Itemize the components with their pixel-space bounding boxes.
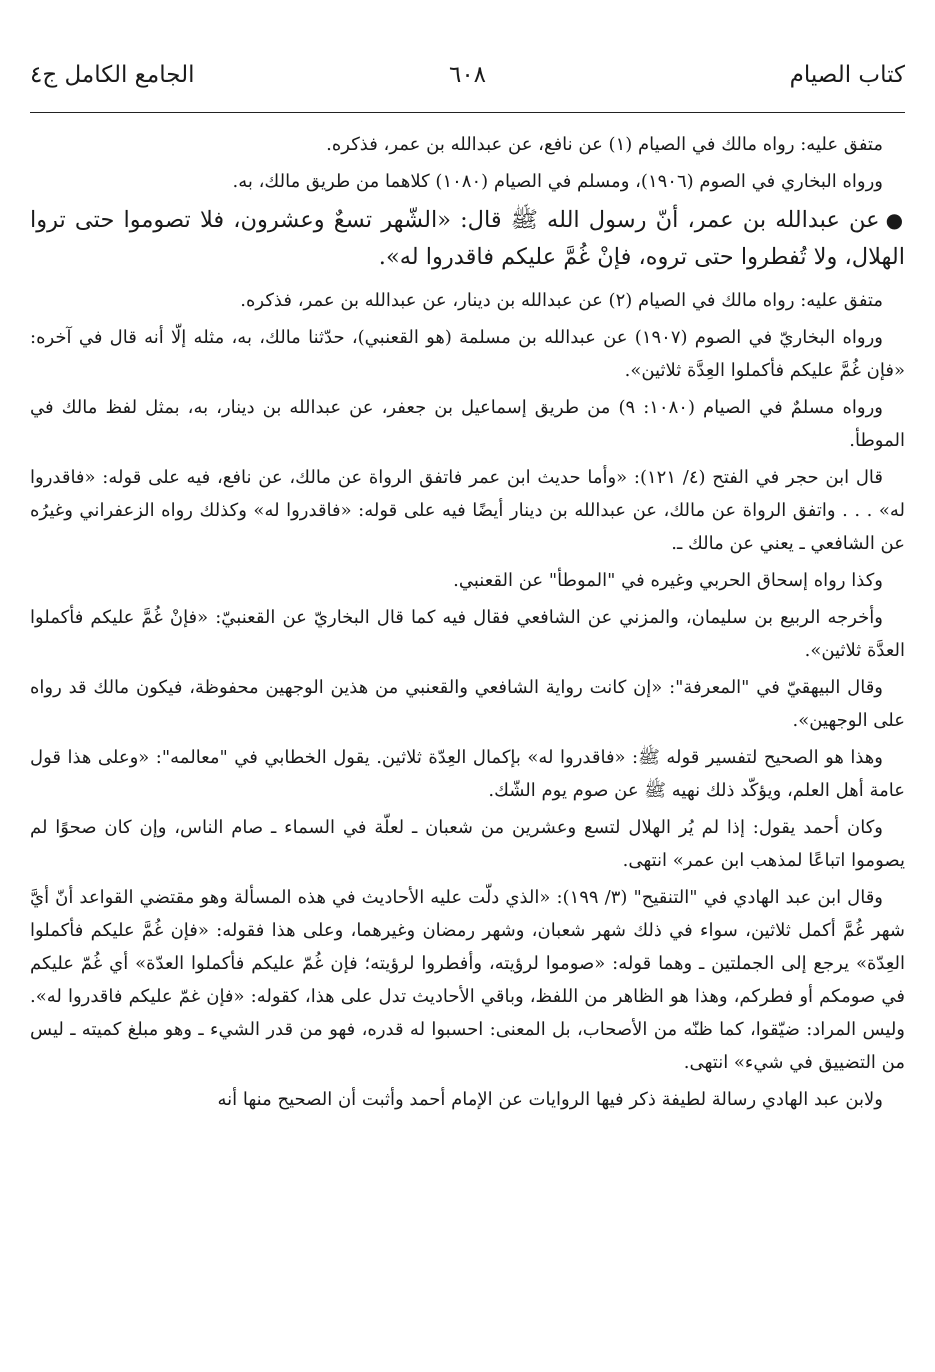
paragraph-8: وكذا رواه إسحاق الحربي وغيره في "الموطأ" عن القعنبي. <box>453 570 883 591</box>
paragraph-11: وهذا هو الصحيح لتفسير قوله ﷺ: «فاقدروا له» بإكمال العِدّة ثلاثين. يقول الخطابي في "معالمه": «وعلى هذا قول عامة أهل العلم، ويؤكّد ذلك نهيه ﷺ عن صوم يوم الشّك. <box>30 747 905 801</box>
hadith-body: عن عبدالله بن عمر، أنّ رسول الله ﷺ قال: «الشّهر تسعٌ وعشرون، فلا تصوموا حتى تروا الهلال، ولا تُفطروا حتى تروه، فإنْ غُمَّ عليكم فاقدروا له». <box>30 207 905 270</box>
header-rule <box>30 112 905 113</box>
paragraph-12: وكان أحمد يقول: إذا لم يُر الهلال لتسع وعشرين من شعبان ـ لعلّة في السماء ـ صام الناس، وإن كان صحوًا لم يصوموا اتباعًا لمذهب ابن عمر» انتهى. <box>30 817 905 871</box>
paragraph-10: وقال البيهقيّ في "المعرفة": «إن كانت رواية الشافعي والقعنبي من هذين الوجهين محفوظة، فيكون مالك قد رواه على الوجهين». <box>30 677 905 731</box>
hadith-text <box>30 202 905 276</box>
page-header <box>30 60 905 104</box>
paragraph-14: ولابن عبد الهادي رسالة لطيفة ذكر فيها الروايات عن الإمام أحمد وأثبت أن الصحيح منها أنه <box>217 1089 883 1110</box>
paragraph-7: قال ابن حجر في الفتح (٤/ ١٢١): «وأما حديث ابن عمر فاتفق الرواة عن مالك، عن نافع، فيه على قوله: «فاقدروا له» . . . واتفق الرواة عن مالك، عن عبدالله بن دينار أيضًا فيه على قوله: «فاقدروا له» وكذلك رواه الزعفراني وغيرُه عن الشافعي ـ يعني عن مالك ـ. <box>30 467 905 554</box>
paragraph-2: ورواه البخاري في الصوم (١٩٠٦)، ومسلم في الصيام (١٠٨٠) كلاهما من طريق مالك، به. <box>232 171 883 192</box>
page-number: ٦٠٨ <box>448 62 487 88</box>
series-title: الجامع الكامل ج٤ <box>30 62 195 88</box>
paragraph-9: وأخرجه الربيع بن سليمان، والمزني عن الشافعي فقال فيه كما قال البخاريّ عن القعنبيّ: «فإنْ غُمَّ عليكم فأكملوا العدَّة ثلاثين». <box>30 607 905 661</box>
paragraph-4: متفق عليه: رواه مالك في الصيام (٢) عن عبدالله بن دينار، عن عبدالله بن عمر، فذكره. <box>240 290 883 311</box>
paragraph-5: ورواه البخاريّ في الصوم (١٩٠٧) عن عبدالله بن مسلمة (هو القعنبي)، حدّثنا مالك، به، مثله إلّا أنه قال في آخره: «فإن غُمَّ عليكم فأكملوا العِدَّة ثلاثين». <box>30 327 905 381</box>
paragraph-13: وقال ابن عبد الهادي في "التنقيح" (٣/ ١٩٩): «الذي دلّت عليه الأحاديث في هذه المسألة وهو مقتضي القواعد أنّ أيَّ شهر غُمَّ أكمل ثلاثين، سواء في ذلك شهر شعبان، وشهر رمضان وغيرهما، وعلى هذا فقوله: «فإن غُمَّ عليكم فأكملوا العِدّة» يرجع إلى الجملتين ـ وهما قوله: «صوموا لرؤيته، وأفطروا لرؤيته؛ فإن غُمّ عليكم فأكملوا العدّة» أي غُمّ عليكم في صومكم أو فطركم، وهذا هو الظاهر من اللفظ، وباقي الأحاديث تدل على هذا، كقوله: «فإن غمّ عليكم فاقدروا له». وليس المراد: ضيّقوا، كما ظنّه من الأصحاب، بل المعنى: احسبوا له قدره، فهو من قدر الشيء ـ وهو مبلغ كميته ـ ليس من التضييق في شيء» انتهى. <box>30 887 905 1073</box>
page-body <box>30 128 905 1120</box>
paragraph-6: ورواه مسلمٌ في الصيام (١٠٨٠: ٩) من طريق إسماعيل بن جعفر، عن عبدالله بن دينار، به، بمثل لفظ مالك في الموطأ. <box>30 397 905 451</box>
bullet-icon: ● <box>885 208 906 232</box>
book-title: كتاب الصيام <box>789 62 905 88</box>
paragraph-1: متفق عليه: رواه مالك في الصيام (١) عن نافع، عن عبدالله بن عمر، فذكره. <box>326 134 883 155</box>
